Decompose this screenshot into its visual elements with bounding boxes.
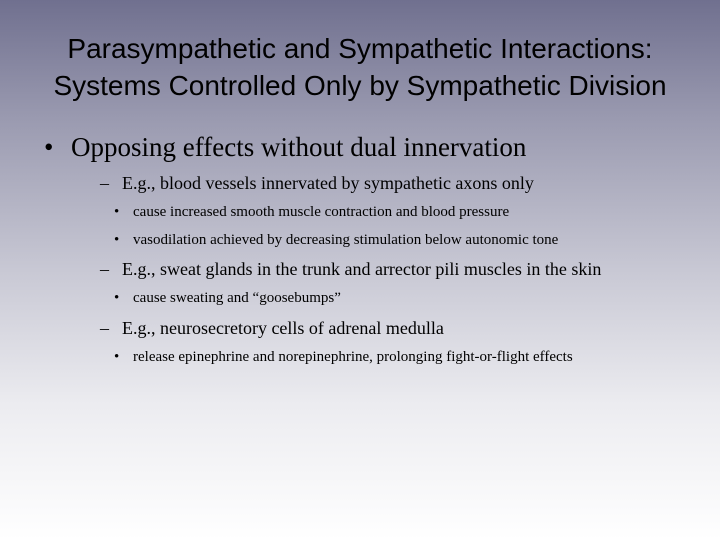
dash-marker: – bbox=[100, 173, 109, 193]
detail-item bbox=[114, 290, 341, 307]
sub-bullet-marker: • bbox=[114, 290, 120, 306]
sub-bullet-marker: • bbox=[114, 349, 120, 365]
main-bullet-text: Opposing effects without dual innervation bbox=[71, 132, 527, 162]
sub-bullet-marker: • bbox=[114, 232, 120, 248]
detail-item bbox=[114, 232, 558, 249]
dash-marker: – bbox=[100, 318, 109, 338]
detail-item bbox=[114, 349, 573, 366]
detail-text: cause sweating and “goosebumps” bbox=[133, 290, 341, 306]
example-text: E.g., sweat glands in the trunk and arrector pili muscles in the skin bbox=[122, 259, 602, 279]
detail-text: release epinephrine and norepinephrine, prolonging fight-or-flight effects bbox=[133, 349, 573, 365]
example-text: E.g., blood vessels innervated by sympathetic axons only bbox=[122, 173, 534, 193]
title-line-1: Parasympathetic and Sympathetic Interactions: bbox=[67, 33, 653, 64]
bullet-marker: • bbox=[44, 132, 54, 162]
example-item bbox=[100, 259, 601, 280]
example-item bbox=[100, 318, 444, 339]
example-item bbox=[100, 173, 534, 194]
title-line-2: Systems Controlled Only by Sympathetic Division bbox=[53, 70, 667, 101]
dash-marker: – bbox=[100, 259, 109, 279]
slide-title bbox=[0, 30, 720, 104]
detail-text: cause increased smooth muscle contraction and blood pressure bbox=[133, 204, 510, 220]
example-text: E.g., neurosecretory cells of adrenal medulla bbox=[122, 318, 444, 338]
detail-text: vasodilation achieved by decreasing stimulation below autonomic tone bbox=[133, 232, 559, 248]
sub-bullet-marker: • bbox=[114, 204, 120, 220]
detail-item bbox=[114, 204, 509, 221]
main-bullet bbox=[44, 132, 526, 163]
